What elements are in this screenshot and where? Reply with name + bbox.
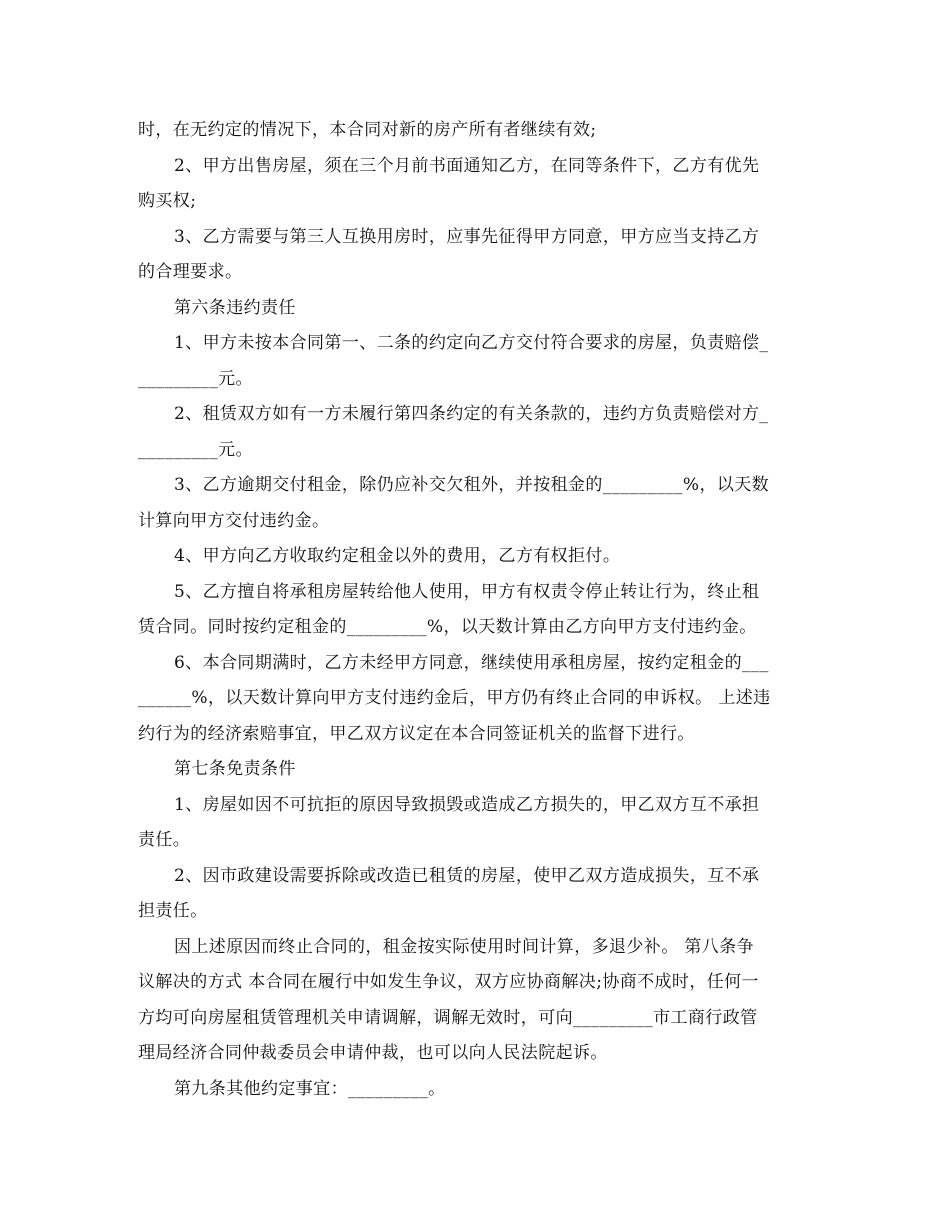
text-line: 赁合同。同时按约定租金的_________%，以天数计算由乙方向甲方支付违约金。: [138, 617, 757, 637]
text-line: 1、甲方未按本合同第一、二条的约定向乙方交付符合要求的房屋，负责赔偿_: [174, 333, 769, 353]
text-line: 担责任。: [138, 901, 208, 921]
text-line: 6、本合同期满时，乙方未经甲方同意，继续使用承租房屋，按约定租金的___: [174, 652, 769, 673]
text-line: 购买权;: [138, 191, 197, 211]
text-line: 2、甲方出售房屋，须在三个月前书面通知乙方，在同等条件下，乙方有优先: [174, 155, 760, 176]
text-line: 议解决的方式 本合同在履行中如发生争议，双方应协商解决;协商不成时，任何一: [138, 972, 759, 992]
text-line: 责任。: [138, 830, 191, 850]
section-heading-exemption: 第七条免责条件: [174, 759, 296, 779]
text-line: ______%，以天数计算向甲方支付违约金后，甲方仍有终止合同的申诉权。 上述违: [138, 688, 771, 708]
text-line: 4、甲方向乙方收取约定租金以外的费用，乙方有权拒付。: [174, 546, 621, 566]
contract-text: [138, 113, 813, 1107]
text-line: 2、租赁双方如有一方未履行第四条约定的有关条款的，违约方负责赔偿对方_: [174, 404, 769, 424]
text-line: 因上述原因而终止合同的，租金按实际使用时间计算，多退少补。 第八条争: [174, 936, 755, 957]
text-line: 计算向甲方交付违约金。: [138, 510, 330, 531]
text-line: 方均可向房屋租赁管理机关申请调解，调解无效时，可向_________市工商行政管: [138, 1007, 758, 1028]
text-line: 时，在无约定的情况下，本合同对新的房产所有者继续有效;: [138, 120, 597, 140]
text-line: 约行为的经济索赔事宜，甲乙双方议定在本合同签证机关的监督下进行。: [138, 723, 695, 744]
text-line: 3、乙方逾期交付租金，除仍应补交欠租外，并按租金的_________%，以天数: [174, 475, 770, 495]
text-line: 5、乙方擅自将承租房屋转给他人使用，甲方有权责令停止转让行为，终止租: [174, 581, 760, 602]
text-line: 3、乙方需要与第三人互换用房时，应事先征得甲方同意，甲方应当支持乙方: [174, 226, 760, 247]
text-line: 1、房屋如因不可抗拒的原因导致损毁或造成乙方损失的，甲乙双方互不承担: [174, 794, 760, 815]
text-line: _________元。: [138, 439, 253, 460]
text-line: 2、因市政建设需要拆除或改造已租赁的房屋，使甲乙双方造成损失，互不承: [174, 865, 760, 886]
text-line: _________元。: [138, 368, 253, 389]
text-line: 理局经济合同仲裁委员会申请仲裁，也可以向人民法院起诉。: [138, 1043, 608, 1063]
section-heading-liability: 第六条违约责任: [174, 297, 296, 318]
section-heading-other: 第九条其他约定事宜：_________。: [174, 1078, 446, 1099]
text-line: 的合理要求。: [138, 262, 243, 282]
